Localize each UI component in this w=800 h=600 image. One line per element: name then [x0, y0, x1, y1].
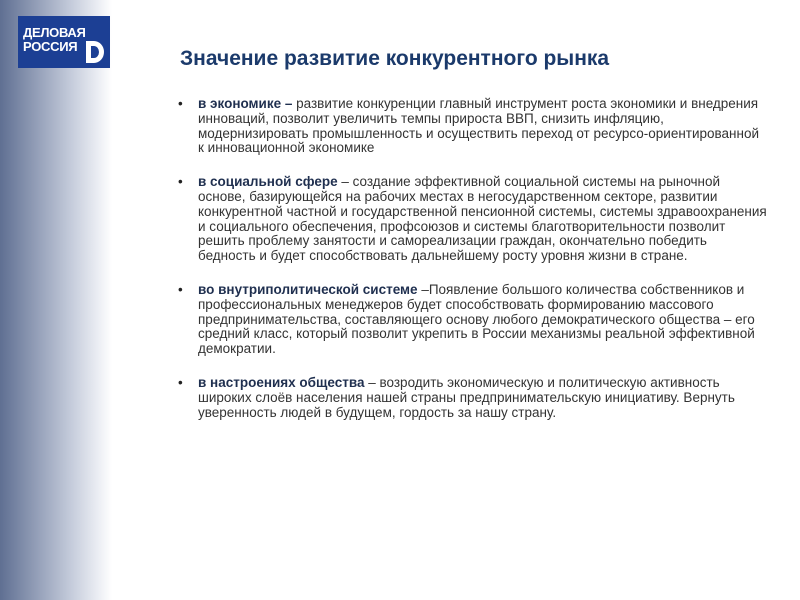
- bullet-text: развитие конкуренции главный инструмент роста экономики и внедрения инноваций, позволит увеличить темпы прироста ВВП, снизить инфляцию, модернизировать промышленность и осуществить переход от ресурсо-ориентированной к инновационной экономике: [198, 96, 760, 156]
- bullet-politics: [178, 283, 768, 357]
- logo-text: [23, 26, 86, 54]
- bullet-text: –Появление большого количества собственников и профессиональных менеджеров будет способствовать формированию массового предпринимательства, составляющего основу любого демократического общества – его средний класс, который позволит укрепить в России механизмы реальной эффективной демократии.: [198, 281, 755, 357]
- bullet-list: [178, 97, 768, 439]
- bullet-marker: •: [178, 374, 183, 390]
- bullet-heading: в настроениях общества: [198, 374, 365, 390]
- bullet-economy: [178, 97, 768, 156]
- bullet-text: – возродить экономическую и политическую активность широких слоёв населения нашей страны предпринимательскую инициативу. Вернуть уверенность людей в будущем, гордость за нашу страну.: [198, 374, 735, 420]
- bullet-marker: •: [178, 96, 183, 111]
- logo-line-1: ДЕЛОВАЯ: [23, 25, 86, 40]
- bullet-society: [178, 376, 768, 420]
- bullet-text: – создание эффективной социальной системы на рыночной основе, базирующейся на рабочих местах в негосударственном секторе, развитии конкурентной частной и государственной пенсионной системы, системы здравоохранения и социального обеспечения, профсоюзов и системы благотворительности позволит решить проблему занятости и самореализации граждан, окончательно победить бедность и будет способствовать дальнейшему росту уровня жизни в стране.: [198, 174, 767, 264]
- bullet-heading: в социальной сфере: [198, 174, 338, 190]
- logo-line-2: РОССИЯ: [23, 39, 78, 54]
- logo: [18, 16, 110, 68]
- sidebar-gradient: [0, 0, 112, 600]
- bullet-social: [178, 175, 768, 264]
- bullet-heading: в экономике –: [198, 96, 297, 111]
- bullet-marker: •: [178, 281, 183, 297]
- logo-d-icon: [84, 40, 106, 64]
- slide-title: Значение развитие конкурентного рынка: [180, 47, 610, 70]
- bullet-heading: во внутриполитической системе: [198, 281, 422, 297]
- bullet-marker: •: [178, 174, 183, 190]
